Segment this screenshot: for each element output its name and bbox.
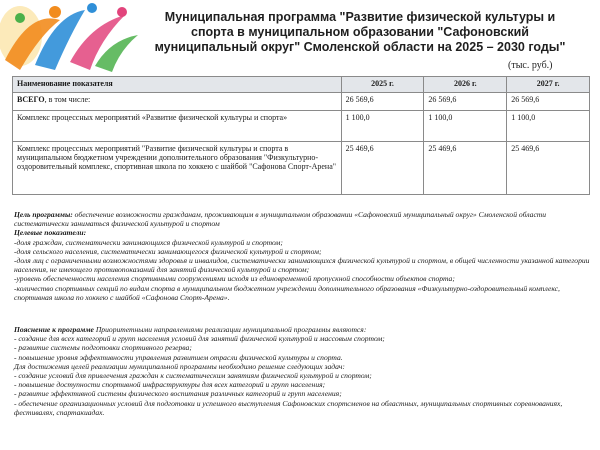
cell-value: 25 469,6 [507, 142, 590, 195]
row-name: Комплекс процессных мероприятий "Развитие физической культуры и спорта в муниципальном бюджетном учреждении дополнительного образования "Физкультурно-оздоровительный комплекс, спортивная школа по хоккею с шайбой "Сафонова Спорт-Арена" [13, 142, 342, 195]
cell-value: 1 100,0 [341, 111, 424, 142]
explanation-label: Пояснение к программе [14, 325, 94, 334]
explanation-section [14, 325, 590, 417]
cell-value: 1 100,0 [424, 111, 507, 142]
targets-label: Целевые показатели: [14, 228, 87, 238]
column-header-2026: 2026 г. [424, 77, 507, 93]
sports-logo [0, 0, 140, 72]
goal-label: Цель программы: [14, 210, 73, 219]
table-row [13, 93, 590, 111]
target-item: -уровень обеспеченности населения спортивными сооружениями исходя из единовременной пропускной способности объектов спорта; [14, 274, 455, 284]
goal-paragraph [14, 210, 590, 228]
column-header-2027: 2027 г. [507, 77, 590, 93]
row-name-rest: , в том числе: [44, 95, 91, 104]
cell-value: 25 469,6 [424, 142, 507, 195]
target-item: -доля сельского населения, систематически занимающегося физической культурой и спортом; [14, 246, 322, 256]
task-item: - создание условий для привлечения граждан к систематическим занятиям физической культурой и спортом; [14, 371, 372, 381]
goal-section [14, 210, 590, 302]
goal-text: обеспечение возможности гражданам, проживающим в муниципальном образовании «Сафоновский муниципальный округ» Смоленской области систематически заниматься физической культурой и спортом [14, 210, 547, 229]
row-name [13, 93, 342, 111]
explanation-intro: Приоритетными направлениями реализации муниципальной программы являются: [93, 325, 367, 334]
target-item: -доля лиц с ограниченными возможностями здоровья и инвалидов, систематически занимающихся физической культурой и спортом, в общей численности указанной категории населения, не имеющего противопоказаний для занятий физической культурой и спортом; [14, 256, 590, 275]
column-header-2025: 2025 г. [341, 77, 424, 93]
explanation-paragraph [14, 325, 590, 334]
unit-label: (тыс. руб.) [508, 60, 553, 71]
task-item: - развитие эффективной системы физического воспитания различных категорий и групп населения; [14, 389, 342, 399]
task-item: - повышение доступности спортивной инфраструктуры для всех категорий и групп населения; [14, 380, 326, 390]
cell-value: 25 469,6 [341, 142, 424, 195]
priority-item: - повышение уровня эффективности управления развитием отрасли физической культуры и спорта. [14, 352, 343, 362]
priority-item: - развитие системы подготовки спортивного резерва; [14, 343, 192, 353]
priority-item: - создание для всех категорий и групп населения условий для занятий физической культурой и массовым спортом; [14, 334, 385, 344]
row-name: Комплекс процессных мероприятий «Развитие физической культуры и спорта» [13, 111, 342, 142]
page-title: Муниципальная программа "Развитие физической культуры и спорта в муниципальном образовании "Сафоновский муниципальный округ" Смоленской области на 2025 – 2030 годы" [154, 10, 566, 54]
tasks-intro: Для достижения целей реализации муниципальной программы необходимо решение следующих задач: [14, 361, 345, 371]
target-item: -количество спортивных секций по видам спорта в муниципальном бюджетном учреждении дополнительного образования «Физкультурно-оздоровительный комплекс, спортивная школа по хоккею с шайбой «Сафонова Спорт-Арена». [14, 283, 560, 302]
indicators-table [12, 76, 590, 195]
cell-value: 1 100,0 [507, 111, 590, 142]
cell-value: 26 569,6 [507, 93, 590, 111]
task-item: - обеспечение организационных условий для подготовки и успешного выступления Сафоновских спортсменов на областных, муниципальных спортивных соревнованиях, фестивалях, спартакиадах. [14, 398, 563, 417]
column-header-name: Наименование показателя [13, 77, 342, 93]
table-row [13, 142, 590, 195]
cell-value: 26 569,6 [341, 93, 424, 111]
cell-value: 26 569,6 [424, 93, 507, 111]
table-row [13, 111, 590, 142]
table-header-row [13, 77, 590, 93]
target-item: -доля граждан, систематически занимающихся физической культурой и спортом; [14, 237, 283, 247]
row-name-bold: ВСЕГО [17, 95, 45, 104]
